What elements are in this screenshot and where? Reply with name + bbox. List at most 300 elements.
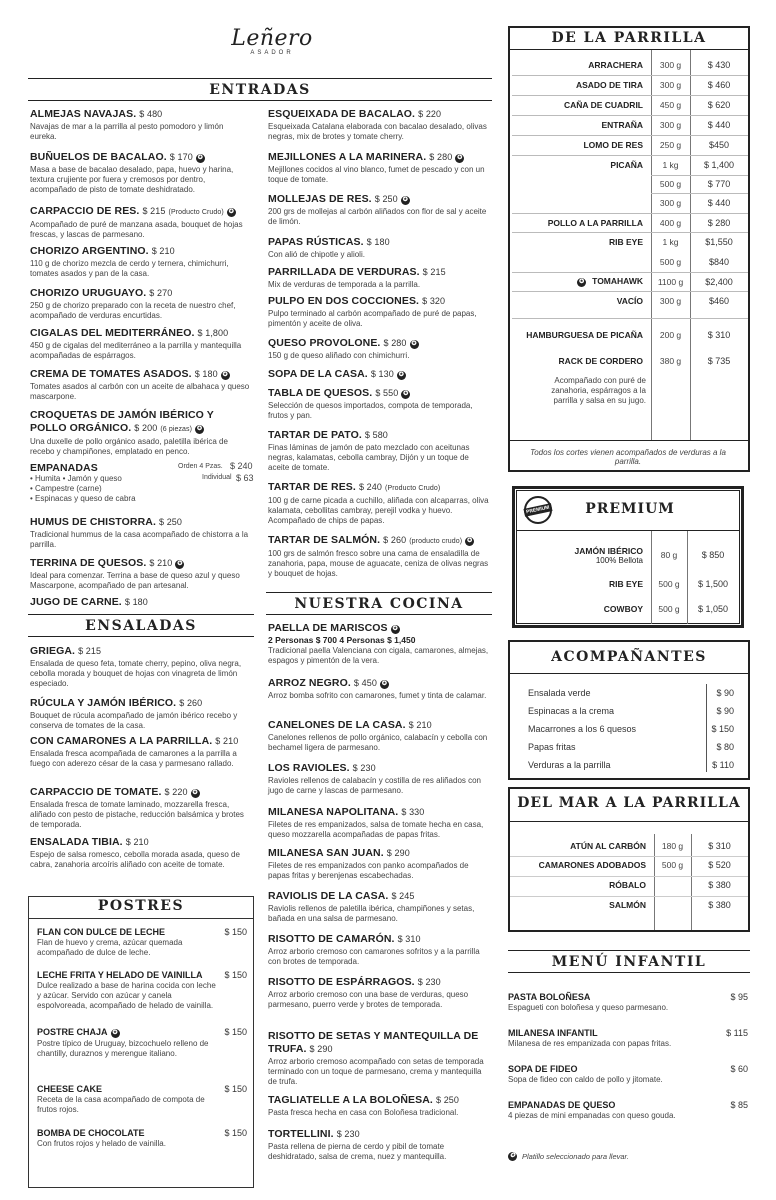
item-name: CREMA DE TOMATES ASADOS. — [30, 368, 192, 380]
dessert-desc: Flan de huevo y crema, azúcar quemada acompañado de dulce de leche. — [37, 938, 183, 957]
menu-item — [268, 806, 492, 840]
item-price: $ 210 — [125, 837, 149, 847]
item-name: PAPAS RÚSTICAS. — [268, 236, 364, 248]
item-title — [30, 697, 250, 710]
postres-title: POSTRES — [28, 898, 254, 919]
ensaladas-title: ENSALADAS — [28, 614, 254, 637]
item-name: CROQUETAS DE JAMÓN IBÉRICO Y POLLO ORGÁNICO. — [30, 409, 214, 434]
menu-item — [268, 151, 492, 185]
item-desc: Arroz arborio cremoso con una base de verduras, queso parmesano, puerro verde y brotes de temporada. — [268, 990, 469, 1009]
dessert-name: CHEESE CAKE — [37, 1084, 103, 1094]
premium-row — [516, 574, 739, 594]
parrilla-title: DE LA PARRILLA — [510, 30, 748, 50]
menu-item — [30, 516, 250, 550]
item-title — [268, 534, 492, 548]
item-name: CARPACCIO DE RES. — [30, 205, 140, 217]
side-item — [528, 760, 734, 770]
item-price: $ 230 — [417, 977, 441, 987]
row-divider — [512, 75, 748, 76]
menu-item — [268, 481, 492, 526]
cut-price: $ 430 — [707, 60, 731, 70]
row-divider — [512, 232, 748, 233]
menu-item — [268, 236, 492, 260]
item-desc: Con alió de chipotle y alioli. — [268, 250, 365, 259]
item-desc: Arroz arborio cremoso acompañado con setas de temporada terminado con un toque de parmesano, crema y mantequilla de trufa. — [268, 1057, 484, 1086]
cut-weight: 1 kg — [662, 160, 679, 170]
item-price: $ 290 — [309, 1044, 333, 1054]
item-title — [30, 327, 250, 340]
item-name: RÚCULA Y JAMÓN IBÉRICO. — [30, 697, 177, 709]
item-name: PARRILLADA DE VERDURAS. — [268, 266, 420, 278]
menu-item — [30, 287, 250, 321]
takeaway-icon: ✪ — [403, 391, 409, 397]
item-price: $ 450 — [353, 678, 377, 688]
dessert-desc: Postre típico de Uruguay, bizcochuelo relleno de chantilly, duraznos y merengue italiano. — [37, 1039, 209, 1058]
item-desc: 450 g de cigalas del mediterráneo a la parrilla y mantequilla acompañadas de espárragos. — [30, 341, 242, 360]
takeaway-icon: ✪ — [112, 1030, 118, 1036]
row-divider — [512, 272, 748, 273]
menu-item — [30, 108, 250, 142]
item-desc: Ensalada fresca de tomate laminado, mozzarella fresca, aliñado con pesto de pistache, reducción balsámica y brotes de temporada. — [30, 800, 244, 829]
mar-row — [510, 896, 748, 914]
item-title — [30, 516, 250, 529]
dessert-title — [37, 1084, 247, 1094]
kids-name: PASTA BOLOÑESA — [508, 992, 591, 1002]
item-tag: (Producto Crudo) — [168, 209, 224, 216]
item-desc: Navajas de mar a la parrilla al pesto pomodoro y limón eureka. — [30, 122, 224, 141]
menu-item — [30, 557, 250, 591]
dessert-title — [37, 1128, 247, 1138]
item-name: MEJILLONES A LA MARINERA. — [268, 151, 427, 163]
cut-weight: 300 g — [659, 296, 682, 306]
item-title — [268, 933, 492, 946]
premium-name: JAMÓN IBÉRICO — [574, 545, 643, 556]
item-title — [268, 295, 492, 308]
item-desc: Selección de quesos importados, compota de temporada, frutos y pan. — [268, 401, 473, 420]
parrilla-row — [512, 356, 748, 374]
side-price: $ 110 — [712, 760, 734, 770]
empanada-flavor: • Campestre (carne) — [30, 484, 102, 493]
menu-item — [268, 719, 492, 753]
item-desc: Pasta fresca hecha en casa con Boloñesa tradicional. — [268, 1108, 459, 1117]
kids-price: $ 115 — [726, 1028, 748, 1038]
item-title — [268, 1030, 492, 1056]
takeaway-icon: ✪ — [579, 279, 585, 285]
cut-name: RACK DE CORDERO — [558, 356, 643, 366]
item-desc: Masa a base de bacalao desalado, papa, huevo y harina, textura crujiente por fuera y cremosos por dentro, acompañado de pisto de tomate deshidratado. — [30, 165, 234, 194]
takeaway-icon: ✪ — [197, 155, 203, 161]
cut-price: $1,550 — [705, 237, 733, 247]
dessert-item — [37, 970, 247, 1011]
dessert-price: $ 150 — [224, 1128, 247, 1138]
item-desc: Una duxelle de pollo orgánico asado, paletilla ibérica de recebo y champiñones, emplatado en penco. — [30, 437, 228, 456]
item-price: $ 270 — [149, 288, 173, 298]
takeaway-icon: ✪ — [222, 372, 228, 378]
fish-name: ATÚN AL CARBÓN — [570, 841, 646, 851]
item-name: CIGALAS DEL MEDITERRÁNEO. — [30, 327, 195, 339]
item-title — [268, 337, 492, 350]
parrilla-row — [512, 55, 748, 75]
side-name: Macarrones a los 6 quesos — [528, 724, 637, 734]
item-desc: Arroz bomba sofrito con camarones, fumet y tinta de calamar. — [268, 691, 487, 700]
takeaway-icon: ✪ — [509, 1153, 516, 1159]
cut-weight: 300 g — [659, 80, 682, 90]
side-price: $ 90 — [716, 706, 734, 716]
dessert-name-wrap — [37, 1027, 120, 1038]
row-divider — [512, 318, 748, 319]
item-desc: Pasta rellena de pierna de cerdo y pibil de tomate deshidratado, salsa de crema, nuez y mantequilla. — [268, 1142, 447, 1161]
cut-weight: 380 g — [659, 356, 682, 366]
takeaway-icon: ✪ — [398, 372, 404, 378]
item-name: ESQUEIXADA DE BACALAO. — [268, 108, 416, 120]
row-divider — [510, 896, 748, 897]
item-price: $ 220 — [164, 787, 188, 797]
kids-name: SOPA DE FIDEO — [508, 1064, 578, 1074]
logo-name: Leñero — [231, 26, 313, 51]
cut-price: $ 310 — [707, 330, 731, 340]
item-price: $ 170 — [169, 152, 193, 162]
cut-price: $ 460 — [707, 80, 731, 90]
item-title — [268, 762, 492, 775]
item-title — [268, 236, 492, 249]
item-title — [268, 719, 492, 732]
item-price: $ 250 — [435, 1095, 460, 1105]
item-name: RISOTTO DE CAMARÓN. — [268, 933, 395, 945]
cut-price: $ 735 — [707, 356, 731, 366]
menu-item — [30, 205, 250, 240]
item-price: $ 310 — [397, 934, 421, 944]
menu-item — [268, 1094, 492, 1118]
item-name: RISOTTO DE SETAS Y MANTEQUILLA DE TRUFA. — [268, 1030, 479, 1055]
dessert-item — [37, 1128, 247, 1149]
item-name: QUESO PROVOLONE. — [268, 337, 381, 349]
kids-title — [508, 992, 748, 1002]
menu-item — [30, 735, 250, 769]
kids-name: EMPANADAS DE QUESO — [508, 1100, 616, 1110]
premium-sub: 100% Bellota — [595, 555, 643, 565]
premium-name: RIB EYE — [608, 579, 643, 589]
item-name: EMPANADAS — [30, 462, 98, 474]
parrilla-row — [512, 155, 748, 175]
item-name: SOPA DE LA CASA. — [268, 368, 368, 380]
menu-item — [268, 108, 492, 142]
fish-weight: 180 g — [661, 841, 684, 851]
menu-item — [268, 266, 492, 290]
dessert-name: POSTRE CHAJA — [37, 1027, 108, 1037]
cut-name: ENTRAÑA — [601, 120, 643, 130]
menu-item — [268, 1030, 492, 1087]
dessert-item — [37, 1027, 247, 1059]
item-name: MILANESA NAPOLITANA. — [268, 806, 399, 818]
item-name: HUMUS DE CHISTORRA. — [30, 516, 156, 528]
dessert-title — [37, 927, 247, 937]
fish-name: SALMÓN — [609, 900, 646, 910]
takeaway-icon: ✪ — [177, 561, 183, 567]
item-name: TERRINA DE QUESOS. — [30, 557, 147, 569]
item-price: $ 280 — [383, 338, 407, 348]
item-title — [30, 151, 250, 164]
item-price: $ 580 — [364, 430, 388, 440]
item-title — [268, 806, 492, 819]
mar-title: DEL MAR A LA PARRILLA — [508, 795, 750, 822]
premium-name-cell — [516, 579, 651, 589]
item-name: ARROZ NEGRO. — [268, 677, 351, 689]
empanadas-ind-label: Individual — [202, 474, 232, 481]
takeaway-icon: ✪ — [192, 790, 198, 796]
item-title — [268, 1128, 492, 1141]
premium-name-cell — [516, 546, 651, 565]
empanadas-orden-price: $ 240 — [230, 461, 253, 471]
fish-price: $ 380 — [708, 880, 731, 890]
takeaway-icon: ✪ — [402, 197, 408, 203]
kids-title — [508, 1100, 748, 1110]
row-divider — [512, 291, 748, 292]
item-title — [268, 1094, 492, 1107]
empanada-flavor: • Humita • Jamón y queso — [30, 474, 122, 483]
item-name: TARTAR DE RES. — [268, 481, 356, 493]
kids-desc: Milanesa de res empanizada con papas fritas. — [508, 1039, 672, 1048]
row-divider — [512, 95, 748, 96]
cut-name: LOMO DE RES — [583, 140, 643, 150]
item-title — [30, 735, 250, 748]
item-title — [268, 151, 492, 164]
item-desc: 250 g de chorizo preparado con la receta de nuestro chef, acompañado de verduras encurtidas. — [30, 301, 236, 320]
menu-item — [268, 1128, 492, 1162]
kids-desc: Sopa de fideo con caldo de pollo y jitomate. — [508, 1075, 663, 1084]
kids-title — [508, 1028, 748, 1038]
premium-price: $ 1,050 — [697, 604, 729, 614]
cut-weight: 300 g — [659, 198, 682, 208]
item-desc: Finas láminas de jamón de pato mezclado con aceitunas negras, kalamatas, cebolla cambray, Dijón y un toque de aceite de tomate. — [268, 443, 470, 472]
dessert-price: $ 150 — [224, 1084, 247, 1094]
menu-item — [30, 368, 250, 402]
fish-price: $ 520 — [708, 860, 731, 870]
side-item — [528, 724, 734, 734]
cut-weight: 500 g — [659, 257, 682, 267]
item-price: $ 215 — [142, 206, 166, 216]
premium-row — [516, 596, 739, 622]
item-price: $ 200 — [134, 423, 158, 433]
item-price: $ 230 — [352, 763, 376, 773]
item-name: JUGO DE CARNE. — [30, 596, 122, 608]
menu-item — [30, 697, 250, 731]
item-desc: Acompañado de puré de manzana asada, bouquet de hojas frescas, y lascas de parmesano. — [30, 220, 243, 239]
cut-name — [512, 276, 651, 287]
side-name: Papas fritas — [528, 742, 576, 752]
premium-title: PREMIUM — [585, 501, 675, 517]
logo — [222, 26, 322, 56]
item-desc: Espejo de salsa romesco, cebolla morada asada, queso de cabra, zanahoria arcoíris aliñado con aceite de tomate. — [30, 850, 240, 869]
infantil-title: MENÚ INFANTIL — [508, 950, 750, 973]
row-divider — [512, 135, 748, 136]
kids-price: $ 60 — [730, 1064, 748, 1074]
item-title — [268, 429, 492, 442]
dessert-name: LECHE FRITA Y HELADO DE VAINILLA — [37, 970, 203, 980]
parrilla-note: Todos los cortes vienen acompañados de verduras a la parrilla. — [530, 448, 726, 466]
menu-item — [30, 409, 250, 457]
cut-name: CAÑA DE CUADRIL — [563, 100, 643, 110]
premium-name-cell — [516, 604, 651, 614]
item-desc: Esqueixada Catalana elaborada con bacalao desalado, olivas negras, mix de brotes y tomate cherry. — [268, 122, 487, 141]
item-title — [268, 976, 492, 989]
cut-weight: 300 g — [659, 120, 682, 130]
kids-title — [508, 1064, 748, 1074]
side-item — [528, 742, 734, 752]
cut-weight: 1100 g — [657, 276, 684, 287]
item-price: $ 1,800 — [197, 328, 229, 338]
item-title — [268, 266, 492, 279]
fish-price: $ 310 — [708, 841, 731, 851]
item-title — [30, 786, 250, 799]
item-desc: Arroz arborio cremoso con camarones sofritos y a la parrilla con brotes de temporada. — [268, 947, 480, 966]
menu-item — [268, 677, 492, 701]
item-price: $ 290 — [386, 848, 410, 858]
row-divider — [510, 876, 748, 877]
premium-weight: 500 g — [658, 604, 680, 614]
mar-row — [510, 856, 748, 874]
item-name: MOLLEJAS DE RES. — [268, 193, 372, 205]
item-name: TORTELLINI. — [268, 1128, 334, 1140]
menu-item — [268, 337, 492, 361]
item-price: $ 220 — [418, 109, 442, 119]
item-price: $ 230 — [336, 1129, 360, 1139]
item-title — [268, 622, 492, 635]
item-price: $ 180 — [194, 369, 218, 379]
menu-item — [268, 295, 492, 329]
item-title — [30, 108, 250, 121]
cut-name-text: TOMAHAWK — [592, 276, 643, 286]
item-desc: Ensalada de queso feta, tomate cherry, pepino, oliva negra, cebolla morada y bouquet de hojas con vinagreta de limón especiado. — [30, 659, 242, 688]
menu-item — [268, 368, 492, 381]
cut-weight: 300 g — [659, 60, 682, 70]
kids-desc: 4 piezas de mini empanadas con queso gouda. — [508, 1111, 676, 1120]
item-desc: Mejillones cocidos al vino blanco, fumet de pescado y con un toque de tomate. — [268, 165, 485, 184]
item-desc: 150 g de queso aliñado con chimichurri. — [268, 351, 410, 360]
item-name: BUÑUELOS DE BACALAO. — [30, 151, 167, 163]
premium-price: $ 1,500 — [697, 579, 729, 589]
cut-price: $ 770 — [707, 179, 731, 189]
item-name: CON CAMARONES A LA PARRILLA. — [30, 735, 213, 747]
menu-item — [268, 429, 492, 473]
footnote-text: Platillo seleccionado para llevar. — [522, 1152, 629, 1161]
item-price: $ 480 — [139, 109, 163, 119]
item-desc: 100 grs de salmón fresco sobre una cama de ensaladilla de zanahoria, papa, mouse de aguacate, ceniza de olivas negras y bouquet de hojas. — [268, 549, 489, 578]
dessert-name: BOMBA DE CHOCOLATE — [37, 1128, 145, 1138]
parrilla-row — [512, 75, 748, 95]
item-name: RAVIOLIS DE LA CASA. — [268, 890, 389, 902]
item-title — [30, 245, 250, 258]
premium-row — [516, 538, 739, 572]
kids-desc: Espagueti con boloñesa y queso parmesano. — [508, 1003, 669, 1012]
item-title — [268, 890, 492, 903]
cut-name: RIB EYE — [608, 237, 643, 247]
item-name: CANELONES DE LA CASA. — [268, 719, 406, 731]
parrilla-row — [512, 252, 748, 272]
empanadas-orden-label: Orden 4 Pzas. — [178, 463, 223, 470]
cut-name: ASADO DE TIRA — [575, 80, 643, 90]
menu-item — [30, 786, 250, 830]
item-name: ENSALADA TIBIA. — [30, 836, 123, 848]
item-title — [268, 481, 492, 495]
row-divider — [512, 213, 748, 214]
kids-item — [508, 1064, 748, 1084]
takeaway-icon: ✪ — [457, 155, 463, 161]
item-desc: Pulpo terminado al carbón acompañado de puré de papas, pimentón y aceite de oliva. — [268, 309, 477, 328]
item-title — [30, 596, 250, 609]
item-price: $ 215 — [422, 267, 446, 277]
footnote — [508, 1152, 629, 1161]
item-price: $ 260 — [179, 698, 203, 708]
menu-item — [268, 193, 492, 227]
menu-item — [30, 151, 250, 195]
cordero-desc: Acompañado con puré de zanahoria, espárragos a la parrilla y salsa en su jugo. — [551, 376, 646, 405]
cut-price: $2,400 — [705, 276, 733, 287]
kids-price: $ 95 — [730, 992, 748, 1002]
parrilla-row — [512, 95, 748, 115]
item-price: $ 250 — [159, 517, 183, 527]
menu-item — [268, 933, 492, 967]
dessert-item — [37, 927, 247, 958]
cut-name: PICAÑA — [610, 160, 643, 170]
premium-weight: 80 g — [660, 550, 678, 560]
empanada-flavor: • Espinacas y queso de cabra — [30, 494, 136, 503]
entradas-title: ENTRADAS — [28, 78, 492, 101]
parrilla-row — [512, 175, 748, 193]
dessert-price: $ 150 — [224, 927, 247, 937]
dessert-price: $ 150 — [224, 970, 247, 980]
dessert-title — [37, 1027, 247, 1038]
row-divider — [510, 856, 748, 857]
item-price: $ 210 — [151, 246, 175, 256]
cut-price: $ 280 — [707, 217, 731, 228]
cut-weight: 500 g — [659, 179, 682, 189]
item-desc: Ideal para comenzar. Terrina a base de queso azul y queso Mascarpone, acompañado de pan artesanal. — [30, 571, 240, 590]
item-desc: 100 g de carne picada a cuchillo, aliñada con alcaparras, oliva kalamata, cebollitas cambray, perejil vodka y huevo. Acompañado de chips de papas. — [268, 496, 489, 525]
item-tag: (Producto Crudo) — [385, 485, 441, 492]
menu-item — [268, 976, 492, 1010]
item-desc: Tradicional hummus de la casa acompañado de chistorra a la parrilla. — [30, 530, 249, 549]
item-desc: Tomates asados al carbón con un aceite de albahaca y queso mascarpone. — [30, 382, 250, 401]
parrilla-bottom-line — [510, 440, 748, 441]
dessert-item — [37, 1084, 247, 1115]
parrilla-row — [512, 115, 748, 135]
menu-item — [30, 645, 250, 689]
item-title — [268, 387, 492, 400]
cut-name: ARRACHERA — [588, 60, 643, 70]
premium-name: COWBOY — [603, 604, 643, 614]
takeaway-icon: ✪ — [228, 209, 234, 215]
acomp-title: ACOMPAÑANTES — [508, 649, 750, 674]
menu-item — [268, 847, 492, 881]
parrilla-row — [512, 213, 748, 232]
fish-name: RÓBALO — [609, 880, 646, 890]
item-name: PULPO EN DOS COCCIONES. — [268, 295, 420, 307]
side-item — [528, 688, 734, 698]
item-name: LOS RAVIOLES. — [268, 762, 350, 774]
menu-item — [30, 327, 250, 361]
item-desc: 200 grs de mollejas al carbón aliñados con flor de sal y aceite de limón. — [268, 207, 487, 226]
item-name: CARPACCIO DE TOMATE. — [30, 786, 162, 798]
premium-header-line — [516, 530, 740, 531]
side-name: Espinacas a la crema — [528, 706, 615, 716]
item-price: $ 550 — [375, 388, 399, 398]
side-item — [528, 706, 734, 716]
item-price: $ 240 — [358, 482, 382, 492]
item-price: $ 245 — [391, 891, 415, 901]
cut-price: $450 — [708, 140, 730, 150]
cocina-title: NUESTRA COCINA — [266, 592, 492, 615]
kids-item — [508, 1028, 748, 1048]
